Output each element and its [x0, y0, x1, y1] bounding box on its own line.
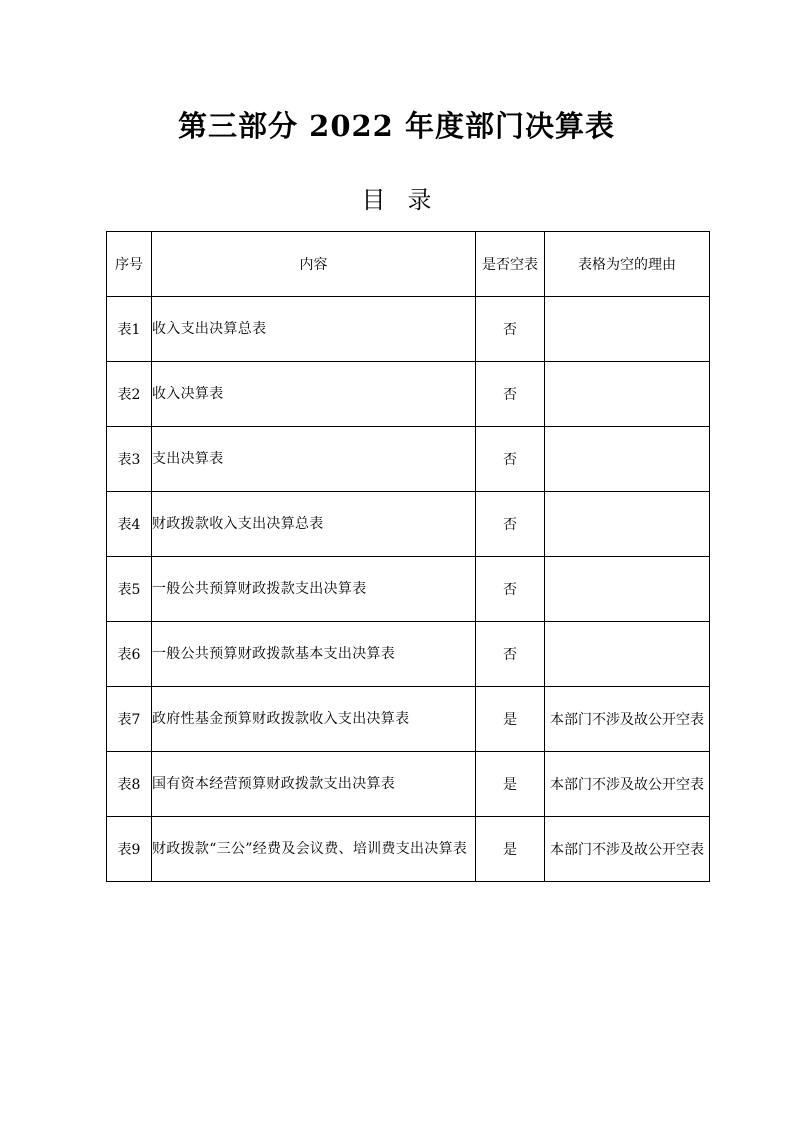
row-content: 收入支出决算总表	[152, 297, 476, 362]
row-number: 表5	[107, 557, 152, 622]
row-number: 表8	[107, 752, 152, 817]
table-row	[107, 362, 710, 427]
row-content: 支出决算表	[152, 427, 476, 492]
row-is-empty: 否	[476, 622, 545, 687]
row-reason	[545, 297, 710, 362]
table-row	[107, 427, 710, 492]
header-content: 内容	[152, 232, 476, 297]
row-is-empty: 否	[476, 362, 545, 427]
row-content: 一般公共预算财政拨款支出决算表	[152, 557, 476, 622]
row-reason: 本部门不涉及故公开空表	[545, 752, 710, 817]
row-is-empty: 否	[476, 297, 545, 362]
row-number: 表2	[107, 362, 152, 427]
table-row	[107, 297, 710, 362]
row-is-empty: 是	[476, 687, 545, 752]
row-content: 一般公共预算财政拨款基本支出决算表	[152, 622, 476, 687]
row-content: 政府性基金预算财政拨款收入支出决算表	[152, 687, 476, 752]
row-reason	[545, 362, 710, 427]
directory-heading: 目录	[361, 186, 454, 214]
row-reason: 本部门不涉及故公开空表	[545, 687, 710, 752]
row-number: 表6	[107, 622, 152, 687]
table-header-row	[107, 232, 710, 297]
row-is-empty: 否	[476, 492, 545, 557]
header-reason: 表格为空的理由	[545, 232, 710, 297]
table-row	[107, 817, 710, 882]
row-is-empty: 是	[476, 817, 545, 882]
table-row	[107, 687, 710, 752]
row-reason: 本部门不涉及故公开空表	[545, 817, 710, 882]
header-is-empty: 是否空表	[476, 232, 545, 297]
table-row	[107, 752, 710, 817]
page-title: 第三部分 2022 年度部门决算表	[178, 109, 615, 143]
row-content: 国有资本经营预算财政拨款支出决算表	[152, 752, 476, 817]
row-number: 表4	[107, 492, 152, 557]
row-reason	[545, 492, 710, 557]
row-content: 财政拨款收入支出决算总表	[152, 492, 476, 557]
row-reason	[545, 427, 710, 492]
table-row	[107, 492, 710, 557]
table-row	[107, 622, 710, 687]
row-number: 表1	[107, 297, 152, 362]
header-number: 序号	[107, 232, 152, 297]
row-number: 表7	[107, 687, 152, 752]
row-number: 表3	[107, 427, 152, 492]
row-is-empty: 否	[476, 427, 545, 492]
row-is-empty: 是	[476, 752, 545, 817]
table-row	[107, 557, 710, 622]
row-content: 财政拨款“三公”经费及会议费、培训费支出决算表	[152, 817, 476, 882]
row-is-empty: 否	[476, 557, 545, 622]
directory-table	[106, 231, 710, 882]
row-number: 表9	[107, 817, 152, 882]
row-reason	[545, 557, 710, 622]
row-content: 收入决算表	[152, 362, 476, 427]
row-reason	[545, 622, 710, 687]
